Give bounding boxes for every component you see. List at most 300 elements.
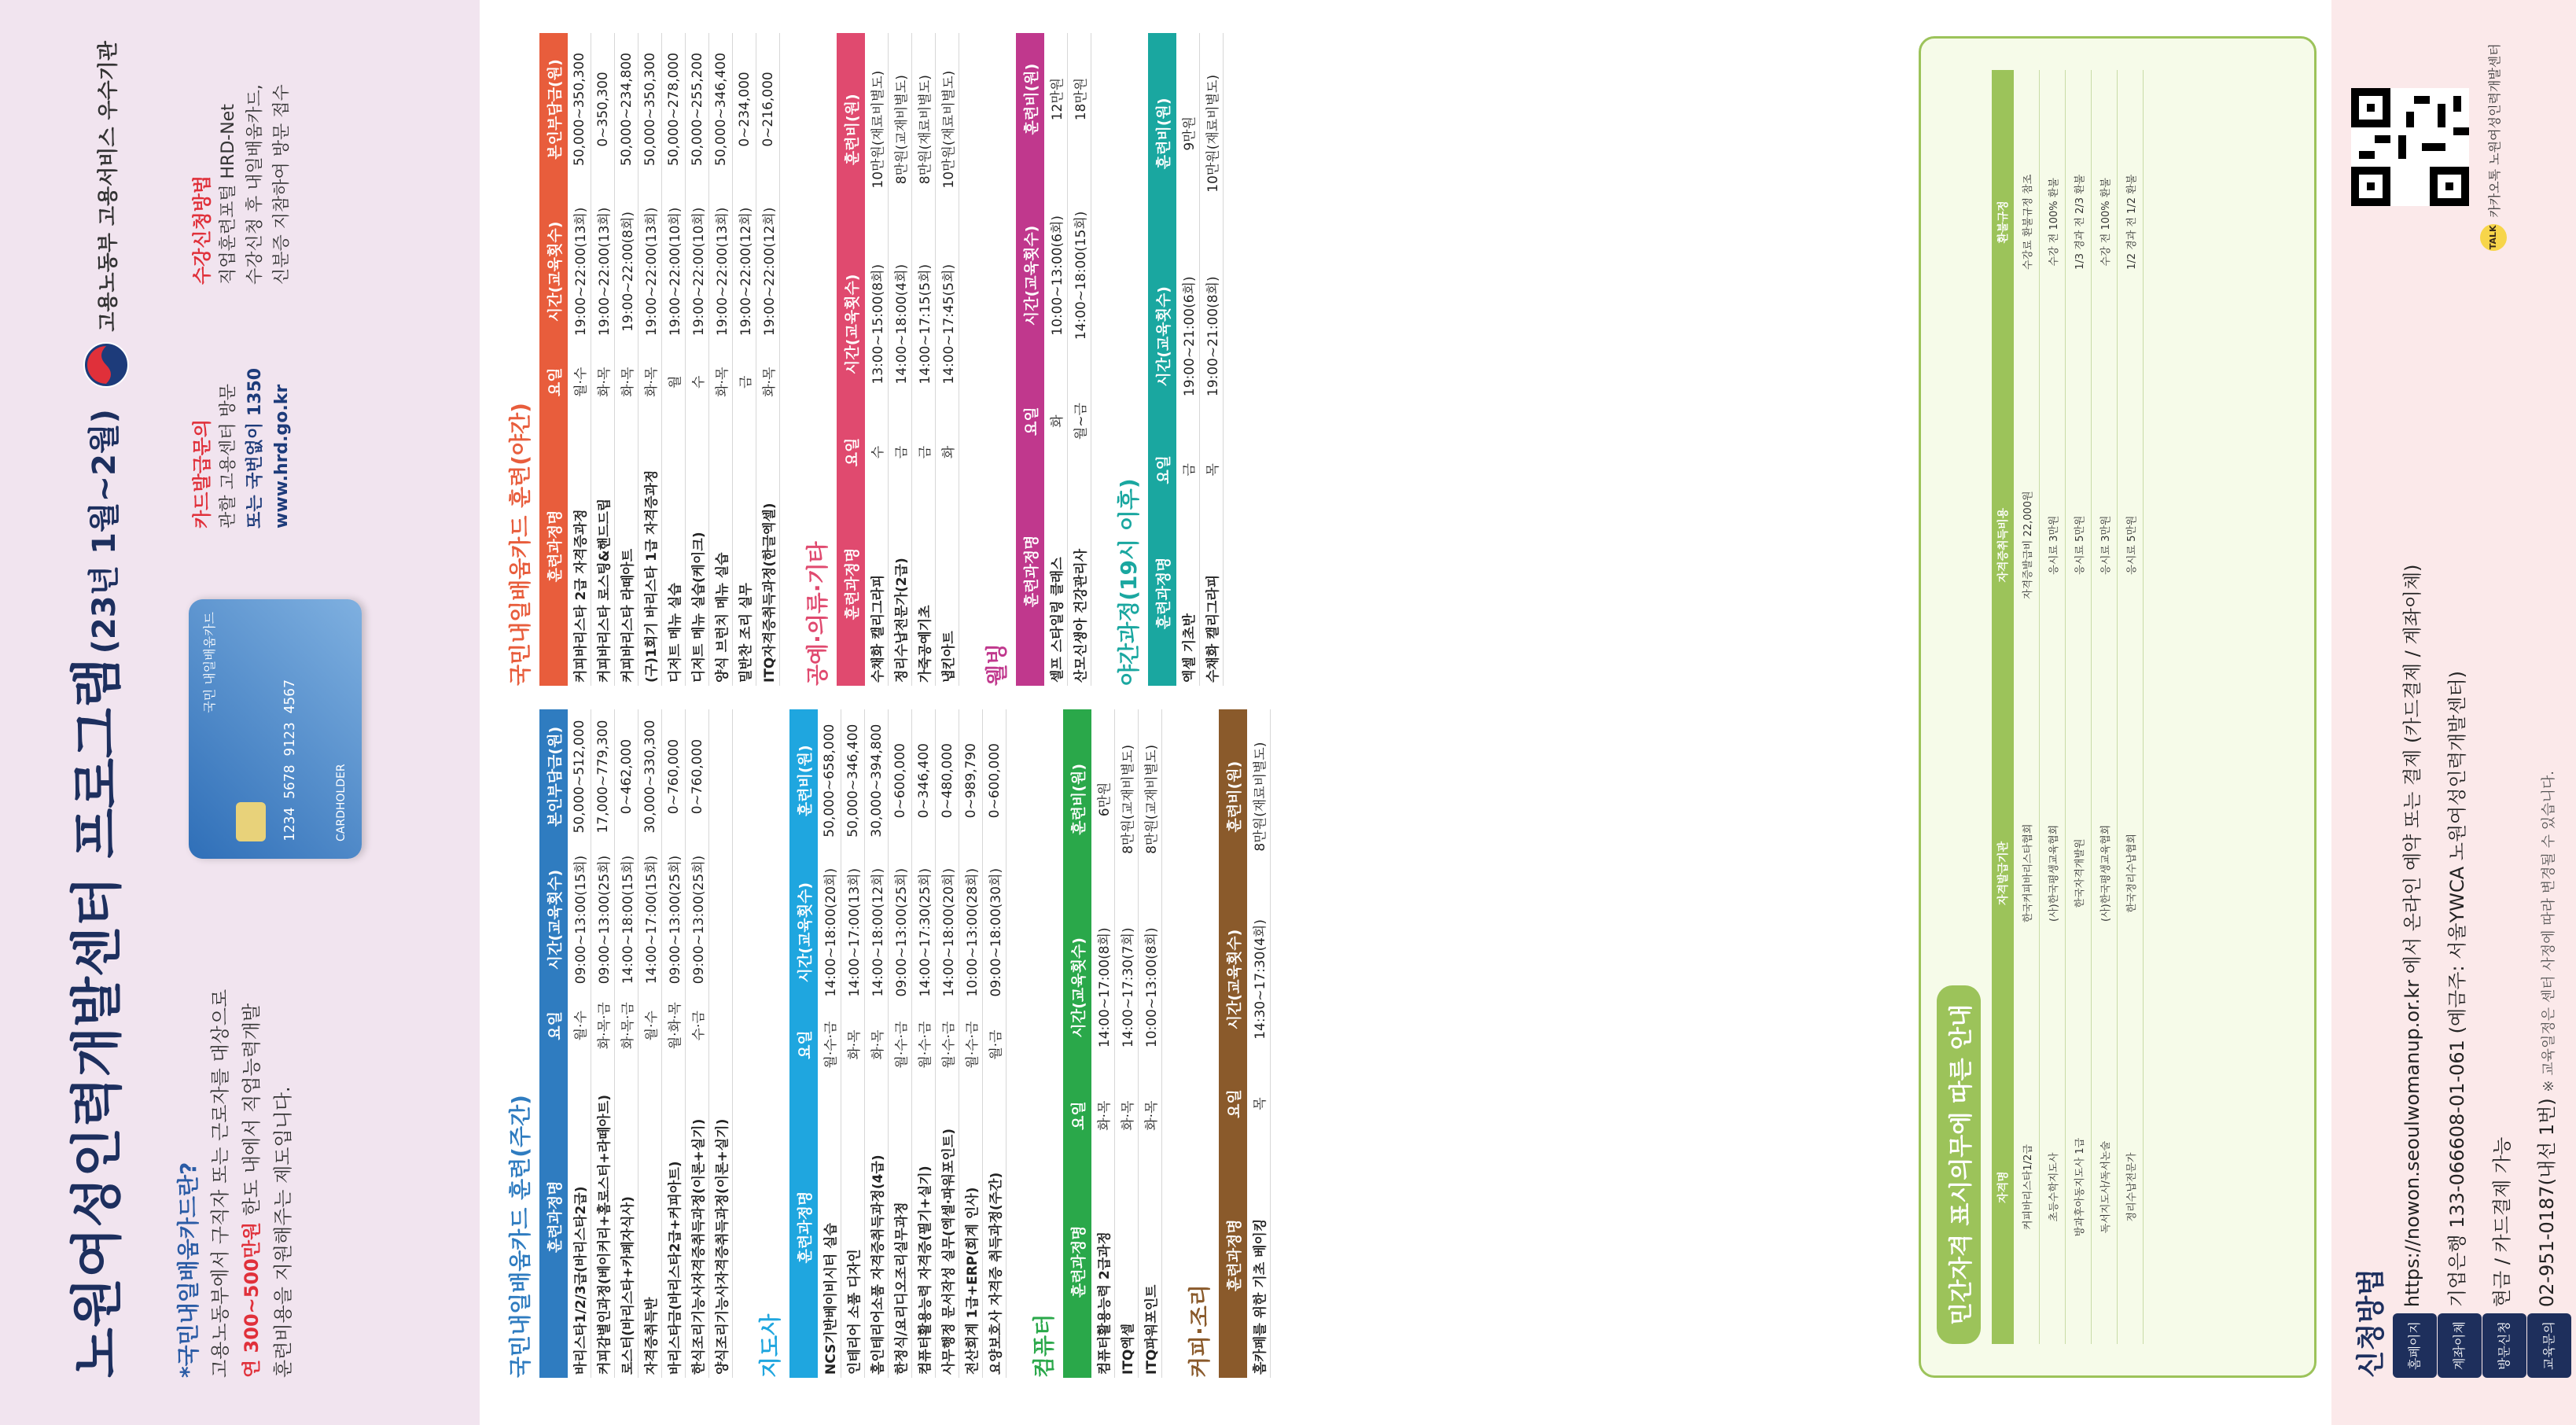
table-cell: 19:00~22:00(10회) [662,186,686,358]
table-cell: 수·금 [686,996,709,1056]
column-header: 훈련비(원) [1219,709,1247,884]
section-title: 공예·의류·기타 [804,541,830,686]
private-cell: 수강 전 100% 환불 [2040,70,2066,374]
table-cell: 12만원 [1044,33,1068,165]
table-cell: 수 [686,358,709,407]
table-cell: 19:00~21:00(8회) [1200,234,1224,439]
table-cell: 19:00~22:00(10회) [686,186,709,358]
private-col-header: 자격발급기관 [1992,716,2014,1030]
table-cell: 화·목 [841,1013,865,1077]
table-cell: 금 [733,358,756,407]
table-cell: 30,000~394,800 [865,709,889,852]
agency-name: 고용노동부 고용서비스 우수기관 [96,41,120,332]
table-cell: 홈인테리어소품 자격증취득과정(4급) [865,1077,889,1378]
table-cell: 50,000~255,200 [686,33,709,186]
table-cell: 14:30~17:30(4회) [1247,884,1271,1075]
table-cell: 19:00~22:00(12회) [756,186,780,358]
table-cell: 09:00~13:00(25회) [686,844,709,996]
apply-contact [189,25,296,285]
intro-desc-1: 고용노동부에서 구직자 또는 근로자를 대상으로 [209,989,231,1378]
table-cell: 14:00~18:00(4회) [889,226,912,422]
table-cell: 냅킨아트 [936,482,959,686]
intro-block [173,937,299,1378]
table-row [959,709,983,1378]
private-cell: 커피바리스타1/2급 [2014,1030,2040,1344]
table-cell [709,844,733,996]
table-cell: 월·수 [568,996,591,1056]
table-cell: 월·수 [568,358,591,407]
column-header: 훈련비(원) [1148,33,1176,234]
intro-desc-3: 훈련비용을 지원해주는 제도입니다. [272,1086,294,1378]
section-title: 지도사 [757,1313,783,1378]
table-cell: 커피바리스타 2급 자격증과정 [568,407,591,686]
table-cell: 화·목 [1139,1086,1162,1146]
column-header: 훈련비(원) [1016,33,1044,165]
table-cell: 09:00~13:00(25회) [591,844,615,996]
table-cell: 0~350,300 [591,33,615,186]
table-cell: 양식조리기능사자격증취득과정(이론+실기) [709,1056,733,1378]
table-cell: 화·목 [709,358,733,407]
column-header: 요일 [539,358,568,407]
table-row [936,709,959,1378]
right-program-column [503,33,1244,686]
table-cell: 수채화 캘리그라피 [865,482,889,686]
table-row [889,33,912,686]
column-header: 본인부담금(원) [539,709,568,844]
table-row [709,33,733,686]
period-text: (23년 1월~2월) [86,409,123,654]
table-cell: 09:00~13:00(15회) [568,844,591,996]
apply-line-2: 수강신청 후 내일배움카드, [245,84,265,285]
private-col-header: 자격증취득비용 [1992,374,2014,716]
table-cell: 컴퓨터활용능력 자격증(필기+실기) [912,1077,936,1378]
table-cell: 14:00~17:00(8회) [1091,889,1115,1086]
program-section [800,33,959,686]
private-cell: 한국커피바리스타협회 [2014,716,2040,1030]
private-cell: 1/3 경과 전 2/3 환불 [2066,70,2092,374]
table-cell: 화·목 [591,358,615,407]
table-cell: 14:00~18:00(15회) [1068,165,1091,386]
table-row [1139,709,1162,1378]
table-cell: 금 [1176,439,1200,501]
table-cell: 밀반찬 조리 실무 [733,407,756,686]
table-cell: 8만원(재료비별도) [912,33,936,226]
column-header: 훈련과정명 [789,1077,818,1378]
table-cell: 30,000~330,300 [638,709,662,844]
issue-line-1: 관할 고용센터 방문 [219,383,238,528]
program-section [503,33,780,686]
program-table [789,709,1006,1378]
table-row [818,709,841,1378]
table-cell: 10:00~13:00(8회) [1139,889,1162,1086]
private-row [2040,70,2066,1344]
column-header: 시간(교육횟수) [1016,165,1044,386]
table-cell: 가죽공예기초 [912,482,936,686]
apply-info [2351,277,2571,1378]
table-cell: 화·목 [756,358,780,407]
table-cell: 19:00~21:00(6회) [1176,234,1200,439]
table-cell: 50,000~346,400 [841,709,865,852]
private-cert-box [1919,36,2317,1378]
header [55,41,130,1378]
table-cell: ITQ엑셀 [1115,1146,1139,1378]
table-cell: 엑셀 기초반 [1176,501,1200,686]
table-cell: 정리수납전문가(2급) [889,482,912,686]
table-cell: 19:00~22:00(13회) [709,186,733,358]
table-cell: 디저트 메뉴 실습(케이크) [686,407,709,686]
table-row [686,709,709,1378]
issue-line-2: 또는 국번없이 1350 [245,367,265,528]
program-table [837,33,959,686]
table-row [865,33,889,686]
section-title: 국민내일배움카드 훈련(주간) [507,1095,533,1378]
table-cell: 월·화·목 [662,996,686,1056]
table-row [686,33,709,686]
table-row [983,709,1006,1378]
table-row [912,709,936,1378]
private-col-header: 환불규정 [1992,70,2014,374]
table-cell: 10:00~13:00(28회) [959,852,983,1013]
table-cell: 산모신생아 건강관리사 [1068,457,1091,686]
table-cell: 10만원(재료비별도) [1200,33,1224,234]
private-cell: (사)한국평생교육협회 [2040,716,2066,1030]
tag-homepage: 홈페이지 [2393,1313,2437,1378]
column-header: 시간(교육횟수) [1148,234,1176,439]
table-cell: 8만원(교재비별도) [1139,709,1162,889]
column-header: 훈련과정명 [539,1056,568,1378]
table-cell: 사무행정 문서작성 실무(엑셀·파워포인트) [936,1077,959,1378]
column-header: 훈련비(원) [789,709,818,852]
table-cell: 화·목 [1091,1086,1115,1146]
private-cell: 응시료 5만원 [2118,374,2144,716]
table-cell: 18만원 [1068,33,1091,165]
table-cell: ITQ파워포인트 [1139,1146,1162,1378]
column-header: 훈련비(원) [837,33,865,226]
table-cell: 50,000~350,300 [638,33,662,186]
private-cell: 자격증발급비 22,000원 [2014,374,2040,716]
tag-bank: 계좌이체 [2438,1313,2482,1378]
table-row [638,709,662,1378]
private-cell: (사)한국평생교육협회 [2092,716,2118,1030]
column-header: 요일 [1219,1075,1247,1133]
issue-contact [189,308,296,528]
table-cell: 월·수·금 [936,1013,959,1077]
private-cell: 한국정리수납협회 [2118,716,2144,1030]
qr-block [2351,33,2507,261]
table-cell: 8만원(교재비별도) [889,33,912,226]
column-header: 요일 [837,422,865,482]
private-row [2118,70,2144,1344]
column-header: 요일 [1063,1086,1091,1146]
table-cell: 화·목·금 [615,996,638,1056]
table-cell: 수채화 캘리그라피 [1200,501,1224,686]
section-title: 야간과정(19시 이후) [1116,478,1142,686]
table-cell: 14:00~18:00(20회) [818,852,841,1013]
table-cell: 0~216,000 [756,33,780,186]
table-row [662,33,686,686]
table-cell: 컴퓨터활용능력 2급과정 [1091,1146,1115,1378]
column-header: 시간(교육횟수) [1219,884,1247,1075]
left-program-column [503,709,1291,1378]
table-row [1091,709,1115,1378]
table-cell: 바리스타금(바리스타2급+커피아트) [662,1056,686,1378]
private-cell: 방과후아동지도사 1급 [2066,1030,2092,1344]
table-cell: 로스터(바리스타+카페자식사) [615,1056,638,1378]
issue-title: 카드발급문의 [191,418,213,528]
table-row [662,709,686,1378]
table-cell: 월·금 [983,1013,1006,1077]
table-cell: 자격증취득반 [638,1056,662,1378]
table-cell: 19:00~22:00(13회) [568,186,591,358]
table-cell: 0~989,790 [959,709,983,852]
table-cell: NCS기반베이비시터 실습 [818,1077,841,1378]
table-row [709,709,733,1378]
table-cell: 커피바리스타 로스팅&핸드드립 [591,407,615,686]
table-cell: 월~금 [1068,386,1091,457]
table-cell: 인테리어 소품 디자인 [841,1077,865,1378]
table-cell [709,709,733,844]
program-section [753,709,1006,1378]
private-row [2092,70,2118,1344]
table-cell [709,996,733,1056]
column-header: 훈련과정명 [1016,457,1044,686]
table-cell: 50,000~350,300 [568,33,591,186]
table-cell: 화 [1044,386,1068,457]
card-holder: CARDHOLDER [335,764,348,841]
table-cell: 9만원 [1176,33,1200,234]
table-cell: 월·수·금 [889,1013,912,1077]
table-cell: 10:00~13:00(6회) [1044,165,1068,386]
table-cell: 14:00~17:15(5회) [912,226,936,422]
table-cell: 금 [912,422,936,482]
page-title: 노원여성인력개발센터 프로그램 [67,657,127,1378]
program-table [1063,709,1162,1378]
table-cell: 커피바리스타 라떼아트 [615,407,638,686]
table-cell: 요양보호사 자격증 취득과정(주간) [983,1077,1006,1378]
program-table [1219,709,1271,1378]
table-row [1247,709,1271,1378]
table-row [865,709,889,1378]
section-title: 웰빙 [984,643,1010,686]
table-cell: 14:00~17:30(7회) [1115,889,1139,1086]
table-row [1115,709,1139,1378]
column-header: 시간(교육횟수) [539,186,568,358]
table-cell: 화 [936,422,959,482]
table-cell: 14:00~18:00(15회) [615,844,638,996]
table-row [756,33,780,686]
column-header: 요일 [1148,439,1176,501]
table-cell: 14:00~17:45(5회) [936,226,959,422]
apply-label: 신청방법 [2355,1268,2387,1378]
table-cell: 월 [662,358,686,407]
column-header: 시간(교육횟수) [1063,889,1091,1086]
table-cell: 월·수·금 [818,1013,841,1077]
government-emblem-icon [83,341,130,388]
intro-question: *국민내일배움카드란? [175,1162,201,1378]
table-cell: 0~234,000 [733,33,756,186]
card-label: 국민 내일배움카드 [202,612,217,713]
table-cell: 바리스타1/2/3급(바리스타2급) [568,1056,591,1378]
table-cell: 0~760,000 [662,709,686,844]
private-cert-title: 민간자격 표시의무에 따른 안내 [1937,985,1981,1344]
column-header: 요일 [539,996,568,1056]
table-cell: 한식조리기능사자격증취득과정(이론+실기) [686,1056,709,1378]
table-cell: 09:00~13:00(25회) [889,852,912,1013]
table-cell: 목 [1200,439,1224,501]
program-table [539,709,733,1378]
table-cell: 14:00~18:00(12회) [865,852,889,1013]
table-cell: 디저트 메뉴 실습 [662,407,686,686]
card-chip-icon [236,802,266,841]
table-cell: 6만원 [1091,709,1115,889]
table-cell: 19:00~22:00(12회) [733,186,756,358]
apply-line-1: 직업훈련포털 HRD-Net [219,104,238,285]
table-cell: 09:00~13:00(25회) [662,844,686,996]
private-cell: 수강 전 100% 환불 [2092,70,2118,374]
table-row [841,709,865,1378]
column-header: 본인부담금(원) [539,33,568,186]
table-cell: 홈카페를 위한 기초 베이킹 [1247,1132,1271,1378]
phone-number: 02-951-0187(내선 1번) [2536,1098,2558,1308]
table-cell: 10만원(재료비별도) [936,33,959,226]
column-header: 시간(교육횟수) [539,844,568,996]
table-row [615,33,638,686]
tag-visit: 방문신청 [2482,1313,2526,1378]
kakao-channel: 카카오톡 노원여성인력개발센터 [2486,43,2502,218]
table-cell: 10만원(재료비별도) [865,33,889,226]
table-cell: ITQ자격증취득과정(한글엑셀) [756,407,780,686]
column-header: 시간(교육횟수) [837,226,865,422]
program-section [1027,709,1162,1378]
table-cell: 50,000~512,000 [568,709,591,844]
column-header: 훈련과정명 [539,407,568,686]
private-cert-table [1992,70,2144,1344]
apply-title: 수강신청방법 [191,175,213,285]
private-cell: 한국자격개발원 [2066,716,2092,1030]
homepage-url[interactable]: https://nowon.seoulwomanup.or.kr 에서 온라인 예약 또는 결제 (카드결제 / 계좌이체) [2401,564,2423,1308]
table-row [591,33,615,686]
program-section [503,709,733,1378]
kakao-talk-icon[interactable]: TALK [2480,224,2507,251]
column-header: 훈련과정명 [1148,501,1176,686]
table-row [1068,33,1091,686]
column-header: 훈련비(원) [1063,709,1091,889]
table-cell: 14:00~17:00(15회) [638,844,662,996]
table-cell: 50,000~278,000 [662,33,686,186]
table-cell: 목 [1247,1075,1271,1133]
private-cell: 초등수학지도사 [2040,1030,2066,1344]
table-row [1044,33,1068,686]
table-cell: 커피감별인과정(베이커리+홈로스터+라떼아트) [591,1056,615,1378]
card-number: 1234 5678 9123 4567 [282,679,298,841]
program-table [539,33,780,686]
table-cell: 8만원(교재비별도) [1115,709,1139,889]
table-cell: 0~600,000 [983,709,1006,852]
program-section [1112,33,1224,686]
agency-logo [83,41,130,388]
table-cell: 0~480,000 [936,709,959,852]
table-cell: 13:00~15:00(8회) [865,226,889,422]
table-cell: 50,000~658,000 [818,709,841,852]
program-section [1183,709,1271,1378]
table-cell: 14:00~17:30(25회) [912,852,936,1013]
table-cell: 화·목 [638,358,662,407]
hrd-link[interactable]: www.hrd.go.kr [272,384,292,528]
intro-desc-2: 한도 내에서 직업능력개발 [241,1003,263,1217]
private-cell: 정리수납전문가 [2118,1030,2144,1344]
private-col-header: 자격명 [1992,1030,2014,1344]
table-cell: 월·수·금 [959,1013,983,1077]
visit-payment: 현금 / 카드결제 가능 [2491,1136,2513,1308]
section-title: 국민내일배움카드 훈련(야간) [507,403,533,686]
table-cell: 0~462,000 [615,709,638,844]
table-cell: (구)1회기 바리스타 1급 자격증과정 [638,407,662,686]
table-cell: 한정식/요리디오조리실무과정 [889,1077,912,1378]
table-cell: 50,000~234,800 [615,33,638,186]
table-cell: 화·목·금 [591,996,615,1056]
private-cell: 독서지도사/독서논술 [2092,1030,2118,1344]
column-header: 시간(교육횟수) [789,852,818,1013]
table-cell: 월·수 [638,996,662,1056]
table-cell: 0~346,400 [912,709,936,852]
column-header: 훈련과정명 [1219,1132,1247,1378]
table-cell: 셀프 스타일링 클래스 [1044,457,1068,686]
table-cell: 8만원(재료비별도) [1247,709,1271,884]
private-row [2066,70,2092,1344]
table-cell: 14:00~17:00(13회) [841,852,865,1013]
table-cell: 월·수·금 [912,1013,936,1077]
tag-phone: 교육문의 [2527,1313,2571,1378]
table-row [733,33,756,686]
table-cell: 화·목 [1115,1086,1139,1146]
table-cell: 17,000~779,300 [591,709,615,844]
private-cell: 1/2 경과 전 1/2 환불 [2118,70,2144,374]
table-cell: 09:00~18:00(30회) [983,852,1006,1013]
program-section [980,33,1091,686]
program-table [1148,33,1224,686]
card-image [189,599,362,859]
private-cell: 응시료 5만원 [2066,374,2092,716]
table-row [912,33,936,686]
program-table [1016,33,1091,686]
bank-account: 기업은행 133-066608-01-061 (예금주: 서울YWCA 노원여성인력개발센터) [2446,671,2468,1308]
section-title: 커피·조리 [1187,1284,1213,1378]
table-cell: 19:00~22:00(13회) [591,186,615,358]
column-header: 요일 [789,1013,818,1077]
table-row [889,709,912,1378]
apply-line-3: 신분증 지참하여 방문 접수 [272,84,292,285]
column-header: 요일 [1016,386,1044,457]
table-row [615,709,638,1378]
table-row [568,709,591,1378]
table-cell: 금 [889,422,912,482]
table-cell: 19:00~22:00(8회) [615,186,638,358]
private-cell: 응시료 3만원 [2092,374,2118,716]
table-cell: 수 [865,422,889,482]
table-cell: 50,000~346,400 [709,33,733,186]
qr-code-icon[interactable] [2351,88,2469,206]
table-row [591,709,615,1378]
table-cell: 화·목 [615,358,638,407]
column-header: 훈련과정명 [837,482,865,686]
table-row [1200,33,1224,686]
table-row [1176,33,1200,686]
intro-highlight: 연 300~500만원 [241,1221,263,1378]
table-cell: 19:00~22:00(13회) [638,186,662,358]
table-row [568,33,591,686]
section-title: 컴퓨터 [1031,1313,1057,1378]
table-cell: 0~600,000 [889,709,912,852]
